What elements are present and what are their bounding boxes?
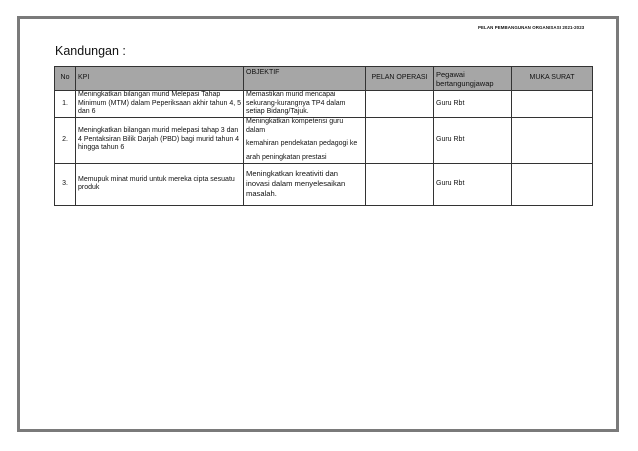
cell-muka-surat — [512, 91, 593, 118]
cell-pegawai: Guru Rbt — [434, 163, 512, 205]
cell-objektif: Meningkatkan kreativiti dan inovasi dalam menyelesaikan masalah. — [244, 163, 366, 205]
cell-pelan-operasi — [366, 117, 434, 163]
cell-pegawai: Guru Rbt — [434, 117, 512, 163]
page-title: Kandungan : — [55, 44, 126, 58]
objektif-line: kemahiran pendekatan pedagogi ke — [246, 140, 358, 147]
header-pelan-operasi: PELAN OPERASI — [366, 67, 434, 91]
header-pegawai: Pegawai bertangungjawap — [434, 67, 512, 91]
header-objektif: OBJEKTIF — [244, 67, 366, 91]
cell-no: 1. — [55, 91, 76, 118]
cell-pelan-operasi — [366, 91, 434, 118]
header-kpi: KPI — [76, 67, 244, 91]
table-row — [55, 91, 593, 118]
cell-kpi: Meningkatkan bilangan murid melepasi tahap 3 dan 4 Pentaksiran Bilik Darjah (PBD) bagi murid tahun 4 hingga tahun 6 — [76, 117, 244, 163]
document-header-note: PELAN PEMBANGUNAN ORGANISASI 2021-2023 — [478, 25, 585, 30]
objektif-line: arah peningkatan prestasi — [246, 153, 327, 161]
cell-kpi: Memupuk minat murid untuk mereka cipta sesuatu produk — [76, 163, 244, 205]
table-row — [55, 117, 593, 163]
cell-kpi: Meningkatkan bilangan murid Melepasi Tahap Minimum (MTM) dalam Peperiksaan akhir tahun 4, 5 dan 6 — [76, 91, 244, 118]
cell-no: 3. — [55, 163, 76, 205]
contents-table — [54, 66, 593, 206]
table-header-row — [55, 67, 593, 91]
objektif-line: Meningkatkan kompetensi guru dalam — [246, 118, 344, 134]
cell-pelan-operasi — [366, 163, 434, 205]
cell-objektif — [244, 117, 366, 163]
header-muka-surat: MUKA SURAT — [512, 67, 593, 91]
cell-muka-surat — [512, 163, 593, 205]
table-row — [55, 163, 593, 205]
header-no: No — [55, 67, 76, 91]
cell-pegawai: Guru Rbt — [434, 91, 512, 118]
cell-no: 2. — [55, 117, 76, 163]
cell-objektif: Memastikan murid mencapai sekurang-kurangnya TP4 dalam setiap Bidang/Tajuk. — [244, 91, 366, 118]
cell-muka-surat — [512, 117, 593, 163]
